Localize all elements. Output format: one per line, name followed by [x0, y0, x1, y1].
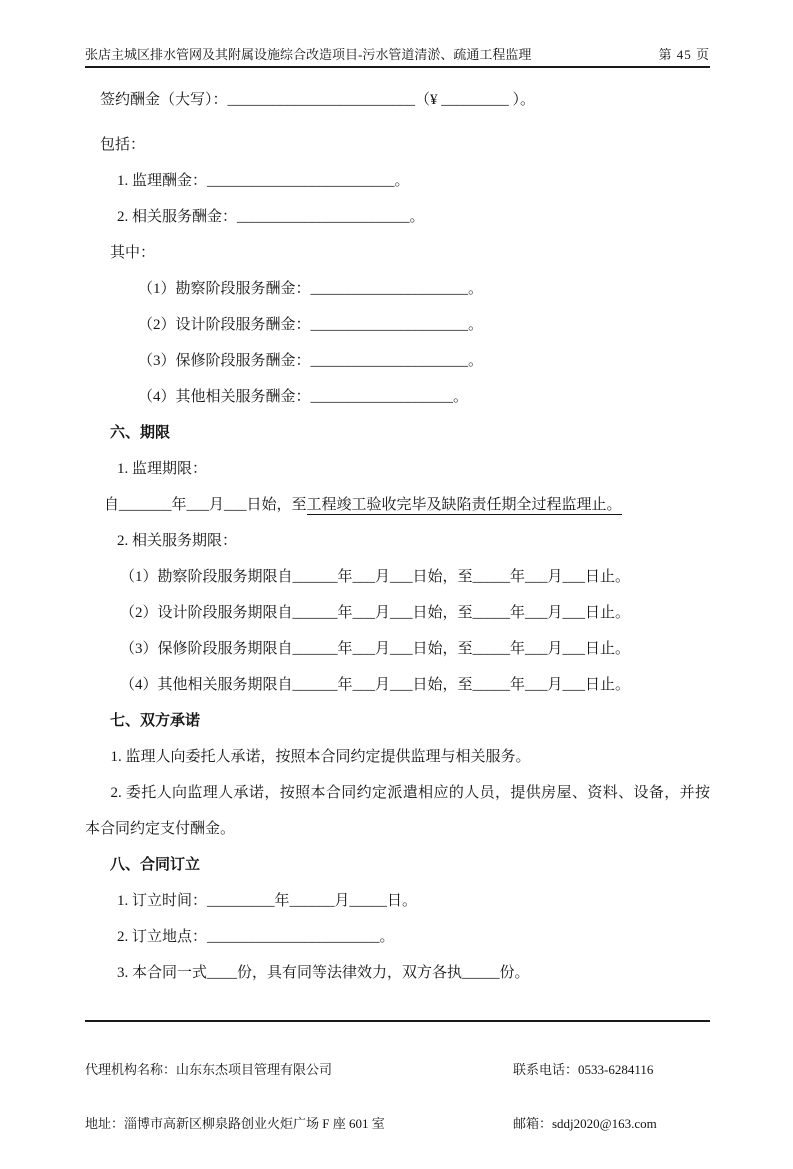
page-footer: [85, 1020, 710, 1169]
agency-name-line: 代理机构名称：山东东杰项目管理有限公司: [85, 1062, 333, 1077]
promise-item-2: 2. 委托人向监理人承诺，按照本合同约定派遣相应的人员，提供房屋、资料、设备，并按本合同约定支付酬金。: [85, 785, 710, 837]
fee-item-2: 2. 相关服务酬金：_______________________。: [117, 209, 425, 225]
period-item-1: （1）勘察阶段服务期限自______年___月___日始，至_____年___月___日止。: [120, 569, 631, 585]
contact-email-line: 邮箱：sddj2020@163.com: [513, 1116, 657, 1131]
sub-fee-item-1: （1）勘察阶段服务酬金：_____________________。: [138, 281, 484, 297]
footer-agency-block: [85, 1025, 385, 1169]
sub-fee-item-4: （4）其他相关服务酬金：___________________。: [138, 389, 469, 405]
agency-address-line: 地址：淄博市高新区柳泉路创业火炬广场 F 座 601 室: [85, 1116, 385, 1131]
sub-fee-item-3: （3）保修阶段服务酬金：_____________________。: [138, 353, 484, 369]
supervision-period-line: [85, 487, 710, 523]
sub-fee-item-2: （2）设计阶段服务酬金：_____________________。: [138, 317, 484, 333]
supervision-period-label: 1. 监理期限：: [117, 461, 208, 477]
period-item-2: （2）设计阶段服务期限自______年___月___日始，至_____年___月___日止。: [120, 605, 631, 621]
fee-item-1: 1. 监理酬金：_________________________。: [117, 173, 410, 189]
supervision-period-prefix: 自_______年___月___日始，至: [104, 497, 307, 513]
period-item-4: （4）其他相关服务期限自______年___月___日始，至_____年___月___日止。: [120, 677, 631, 693]
contract-place-line: 2. 订立地点：_______________________。: [117, 929, 395, 945]
contact-phone-line: 联系电话：0533-6284116: [513, 1062, 654, 1077]
page-header: [85, 47, 710, 68]
section-heading-6: 六、期限: [110, 425, 171, 441]
contract-time-line: 1. 订立时间：_________年______月_____日。: [117, 893, 418, 909]
supervision-period-filled-text: 工程竣工验收完毕及缺陷责任期全过程监理止。: [306, 497, 622, 513]
include-label: 包括：: [100, 137, 146, 153]
related-service-label: 2. 相关服务期限：: [117, 533, 238, 549]
document-body: [85, 82, 710, 991]
among-label: 其中：: [110, 245, 156, 261]
period-item-3: （3）保修阶段服务期限自______年___月___日始，至_____年___月___日止。: [120, 641, 631, 657]
header-title: 张店主城区排水管网及其附属设施综合改造项目-污水管道清淤、疏通工程监理: [85, 47, 532, 62]
section-heading-8: 八、合同订立: [110, 857, 201, 873]
contract-copies-line: 3. 本合同一式____份，具有同等法律效力，双方各执_____份。: [117, 965, 530, 981]
page-number: 第 45 页: [658, 47, 710, 62]
promise-item-1: 1. 监理人向委托人承诺，按照本合同约定提供监理与相关服务。: [110, 749, 531, 765]
section-heading-7: 七、双方承诺: [110, 713, 201, 729]
sign-fee-line: 签约酬金（大写）：_________________________（¥ _________ ）。: [100, 92, 536, 108]
footer-contact-block: [513, 1025, 710, 1169]
